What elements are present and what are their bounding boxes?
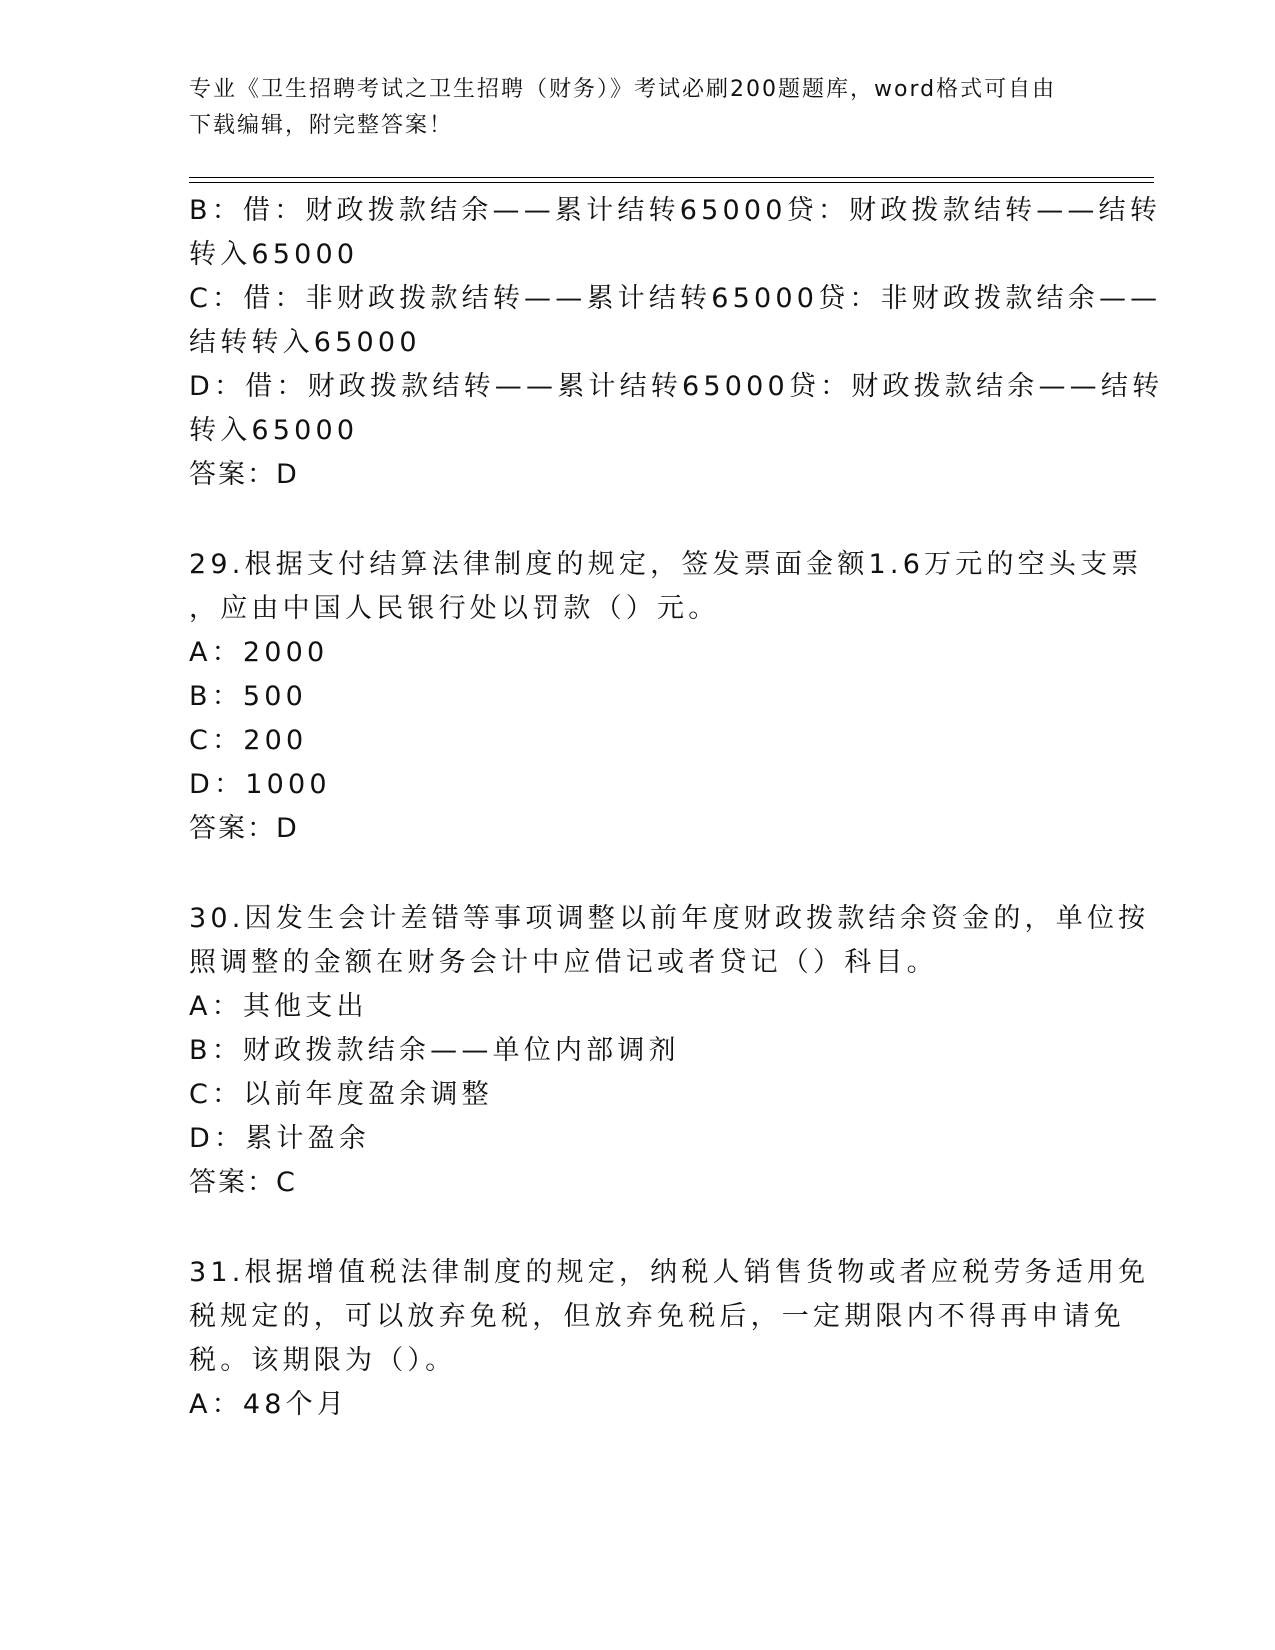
q29-option-a: A：2000 xyxy=(189,637,329,668)
option-d-line-1: D：借：财政拨款结转——累计结转65000贷：财政拨款结余——结转 xyxy=(189,371,1164,402)
q29-option-c: C：200 xyxy=(189,725,308,756)
question-29-line-1: 29.根据支付结算法律制度的规定，签发票面金额1.6万元的空头支票 xyxy=(189,549,1143,580)
question-31-line-3: 税。该期限为（）。 xyxy=(189,1345,457,1376)
question-30-line-2: 照调整的金额在财务会计中应借记或者贷记（）科目。 xyxy=(189,947,938,978)
answer-28: 答案：D xyxy=(189,459,299,490)
document-header: 专业《卫生招聘考试之卫生招聘（财务）》考试必刷200题题库，word格式可自由下载编辑，附完整答案！ xyxy=(189,77,1057,138)
option-b-line-2: 转入65000 xyxy=(189,239,359,270)
q30-option-c: C：以前年度盈余调整 xyxy=(189,1079,493,1110)
question-29-line-2: ，应由中国人民银行处以罚款（）元。 xyxy=(189,593,720,624)
header-rule-top xyxy=(189,177,1154,178)
answer-29: 答案：D xyxy=(189,813,299,844)
q30-option-b: B：财政拨款结余——单位内部调剂 xyxy=(189,1035,680,1066)
q29-option-b: B：500 xyxy=(189,681,308,712)
answer-30: 答案：C xyxy=(189,1167,297,1198)
option-c-line-2: 结转转入65000 xyxy=(189,327,421,358)
question-31-line-1: 31.根据增值税法律制度的规定，纳税人销售货物或者应税劳务适用免 xyxy=(189,1257,1150,1288)
q31-option-a: A：48个月 xyxy=(189,1389,349,1420)
header-rule-bottom xyxy=(189,182,1154,183)
question-31-line-2: 税规定的，可以放弃免税，但放弃免税后，一定期限内不得再申请免 xyxy=(189,1301,1125,1332)
q30-option-d: D：累计盈余 xyxy=(189,1123,370,1154)
question-30-line-1: 30.因发生会计差错等事项调整以前年度财政拨款结余资金的，单位按 xyxy=(189,903,1150,934)
option-c-line-1: C：借：非财政拨款结转——累计结转65000贷：非财政拨款结余—— xyxy=(189,283,1162,314)
q29-option-d: D：1000 xyxy=(189,769,331,800)
option-d-line-2: 转入65000 xyxy=(189,415,359,446)
q30-option-a: A：其他支出 xyxy=(189,991,368,1022)
option-b-line-1: B：借：财政拨款结余——累计结转65000贷：财政拨款结转——结转 xyxy=(189,195,1162,226)
